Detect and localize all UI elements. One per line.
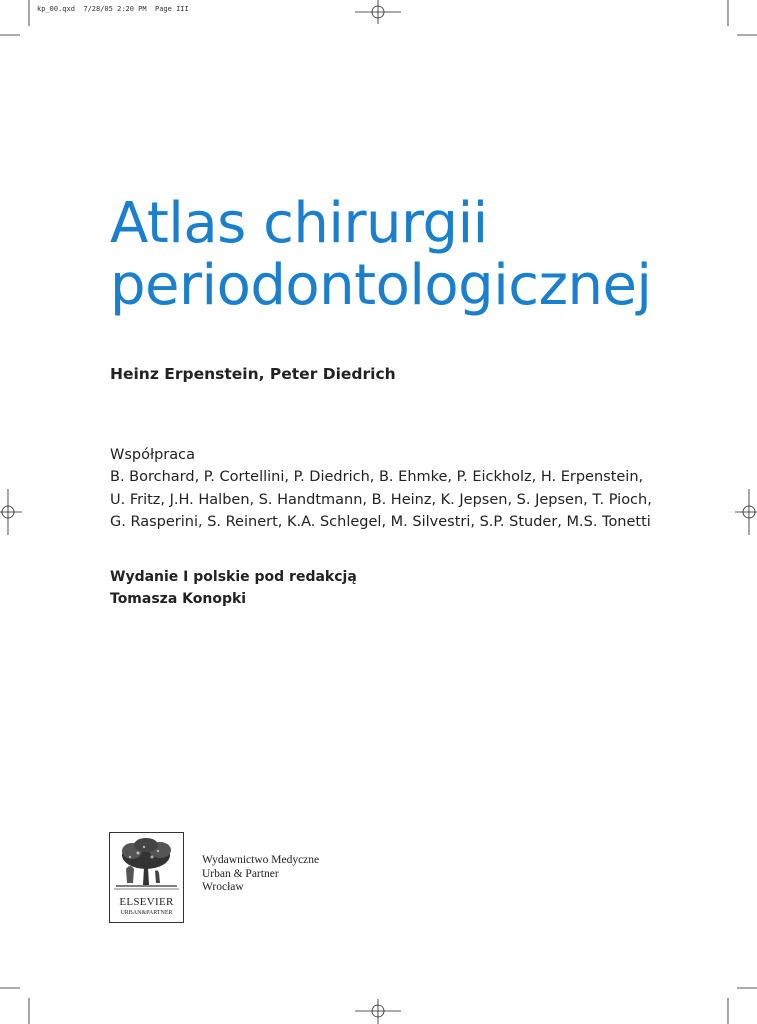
book-title-line-1: Atlas chirurgii [110,191,488,256]
publisher-line-2: Urban & Partner [202,867,279,880]
collaborators [110,444,652,533]
collaborators-line-2: U. Fritz, J.H. Halben, S. Handtmann, B. Heinz, K. Jepsen, S. Jepsen, T. Pioch, [110,491,652,508]
edition-line-1: Wydanie I polskie pod redakcją [110,569,357,585]
logo-brand: ELSEVIER [119,896,174,908]
registration-mark-right [735,489,757,535]
registration-mark-top [355,0,401,24]
edition-line-2: Tomasza Konopki [110,591,247,607]
authors: Heinz Erpenstein, Peter Diedrich [110,365,396,383]
publisher-info [202,854,319,895]
publisher-line-3: Wrocław [202,881,244,893]
collaborators-heading: Współpraca [110,447,195,463]
collaborators-line-1: B. Borchard, P. Cortellini, P. Diedrich, B. Ehmke, P. Eickholz, H. Erpenstein, [110,469,644,486]
elsevier-logo [109,832,184,923]
collaborators-line-3: G. Rasperini, S. Reinert, K.A. Schlegel, M. Silvestri, S.P. Studer, M.S. Tonetti [110,513,651,530]
registration-mark-left [0,489,22,535]
tree-icon [110,833,183,895]
registration-mark-bottom [355,999,401,1024]
book-title [110,193,651,317]
edition-note [110,566,357,610]
logo-subtitle: URBAN&PARTNER [120,910,173,916]
print-slug: kp_00.qxd 7/28/05 2:20 PM Page III [37,5,189,13]
publisher-line-1: Wydawnictwo Medyczne [202,854,320,866]
book-title-line-2: periodontologicznej [110,253,652,318]
